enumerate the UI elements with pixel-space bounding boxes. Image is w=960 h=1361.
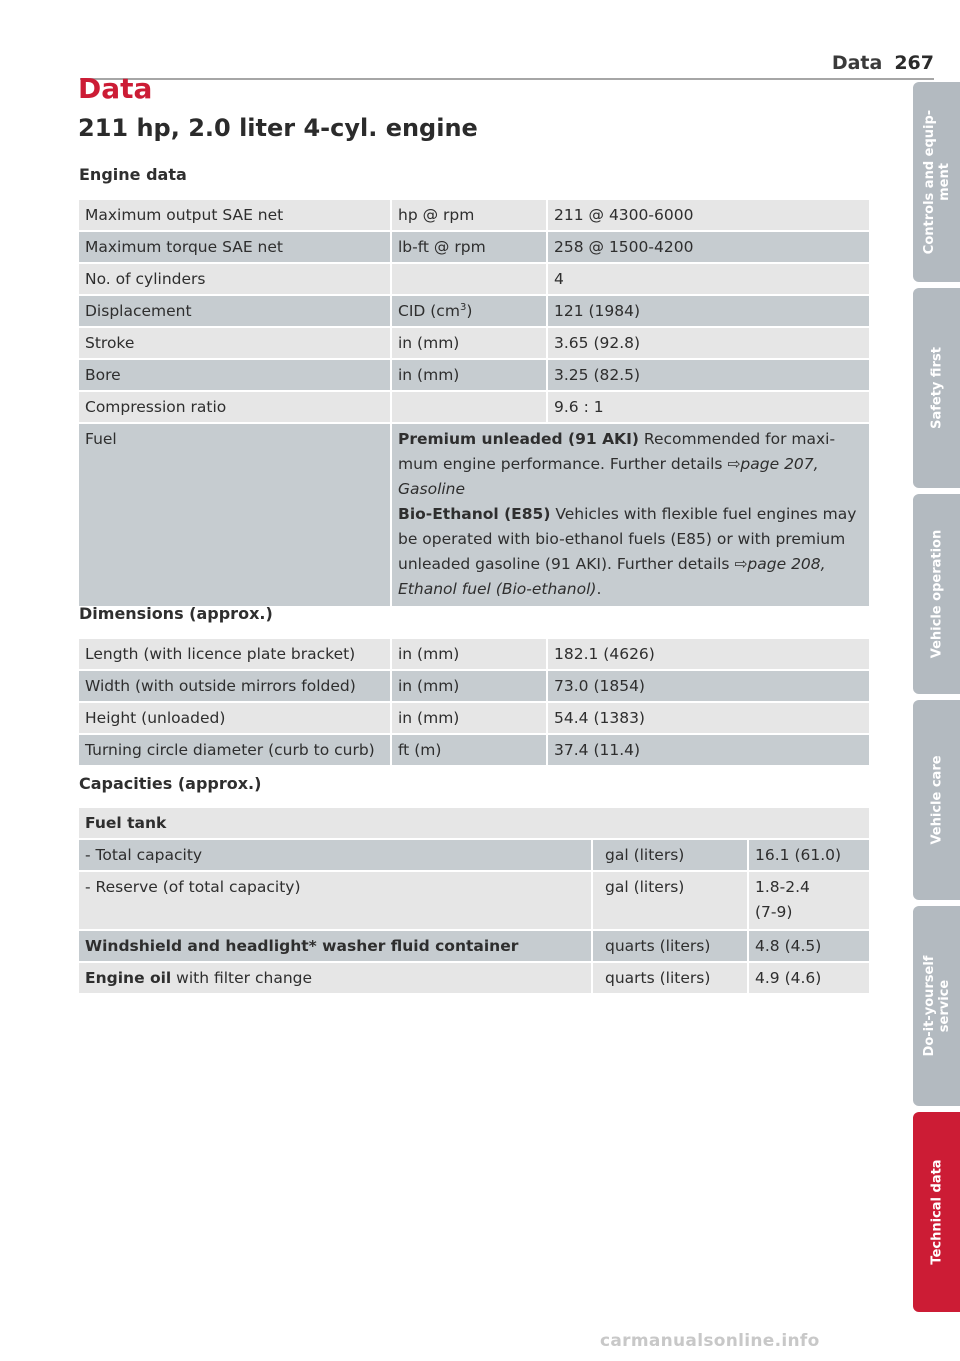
fuel-ethanol-text: Vehicles with flexible fuel engines may be operated with bio-ethanol fuels (E85) or with premium unleaded gasoline (91 AKI). Further details xyxy=(398,505,857,573)
tab-label: Vehicle care xyxy=(929,755,944,845)
row-unit: ft (m) xyxy=(391,734,547,766)
row-value: 9.6 : 1 xyxy=(547,391,869,423)
table-row xyxy=(79,670,869,702)
fuel-premium-ref-link[interactable]: ⇨page 207, Gasoline xyxy=(398,455,819,498)
fuel-label: Fuel xyxy=(79,423,391,607)
capacities-table xyxy=(79,808,869,995)
table-row xyxy=(79,734,869,766)
row-unit: quarts (liters) xyxy=(592,930,748,962)
engine-data-heading: Engine data xyxy=(79,165,187,184)
row-unit: in (mm) xyxy=(391,670,547,702)
table-row xyxy=(79,295,869,327)
unit-text: CID (cm xyxy=(398,302,460,320)
row-label: Bore xyxy=(79,359,391,391)
washer-fluid-label: Windshield and headlight* washer fluid container xyxy=(85,937,519,955)
table-row xyxy=(79,327,869,359)
row-value: 211 @ 4300-6000 xyxy=(547,200,869,231)
row-label: Compression ratio xyxy=(79,391,391,423)
row-label: - Reserve (of total capacity) xyxy=(79,871,592,930)
table-row xyxy=(79,639,869,670)
row-unit: lb-ft @ rpm xyxy=(391,231,547,263)
fuel-ethanol-title: Bio-Ethanol (E85) xyxy=(398,505,551,523)
row-unit: in (mm) xyxy=(391,327,547,359)
reserve-value-line: (7-9) xyxy=(755,903,793,921)
table-row xyxy=(79,702,869,734)
fuel-ethanol-ref-link[interactable]: ⇨page 208, Ethanol fuel (Bio-ethanol) xyxy=(398,555,826,598)
tab-do-it-yourself-service[interactable] xyxy=(913,906,960,1106)
header-section-name: Data xyxy=(831,52,883,74)
row-value: 3.65 (92.8) xyxy=(547,327,869,359)
engine-oil-label: Engine oil xyxy=(85,969,172,987)
tab-label: Safety first xyxy=(929,347,944,429)
tab-controls-and-equipment[interactable] xyxy=(913,82,960,282)
page-header xyxy=(80,52,934,80)
row-value: 4 xyxy=(547,263,869,295)
tab-label: Technical data xyxy=(929,1159,944,1265)
table-row xyxy=(79,930,869,962)
reserve-value-line: 1.8-2.4 xyxy=(755,878,810,896)
row-value: 73.0 (1854) xyxy=(547,670,869,702)
fuel-tank-heading: Fuel tank xyxy=(85,814,167,832)
row-label: Maximum output SAE net xyxy=(79,200,391,231)
fuel-premium-text: Recommended for maximum engine performance. Further details xyxy=(398,430,836,473)
table-row xyxy=(79,231,869,263)
row-unit: in (mm) xyxy=(391,639,547,670)
unit-close: ) xyxy=(466,302,473,320)
row-unit: gal (liters) xyxy=(592,871,748,930)
engine-oil-text: with filter change xyxy=(171,969,313,987)
row-label: No. of cylinders xyxy=(79,263,391,295)
fuel-premium-paragraph xyxy=(398,427,863,502)
row-value: 3.25 (82.5) xyxy=(547,359,869,391)
table-row xyxy=(79,808,869,839)
row-value: 54.4 (1383) xyxy=(547,702,869,734)
row-value xyxy=(748,871,869,930)
row-label: Turning circle diameter (curb to curb) xyxy=(79,734,391,766)
row-unit: quarts (liters) xyxy=(592,962,748,994)
table-row xyxy=(79,871,869,930)
fuel-ethanol-end: . xyxy=(596,580,602,598)
row-label: Displacement xyxy=(79,295,391,327)
table-row xyxy=(79,391,869,423)
fuel-ethanol-paragraph xyxy=(398,502,863,602)
table-row xyxy=(79,839,869,871)
row-unit xyxy=(391,391,547,423)
tab-label: Do-it-yourself xyxy=(921,955,937,1057)
row-value: 182.1 (4626) xyxy=(547,639,869,670)
tab-label: Vehicle operation xyxy=(929,529,944,659)
table-row xyxy=(79,962,869,994)
table-row xyxy=(79,359,869,391)
dimensions-table xyxy=(79,639,869,767)
tab-technical-data[interactable] xyxy=(913,1112,960,1312)
engine-data-table xyxy=(79,200,869,608)
tab-label: service xyxy=(936,979,952,1033)
tab-vehicle-care[interactable] xyxy=(913,700,960,900)
row-value: 258 @ 1500-4200 xyxy=(547,231,869,263)
dimensions-heading: Dimensions (approx.) xyxy=(79,604,273,623)
row-unit xyxy=(391,295,547,327)
table-row xyxy=(79,263,869,295)
row-unit xyxy=(391,263,547,295)
row-label: Stroke xyxy=(79,327,391,359)
row-value: 37.4 (11.4) xyxy=(547,734,869,766)
row-unit: in (mm) xyxy=(391,359,547,391)
unit-superscript: 3 xyxy=(459,301,467,313)
row-label: - Total capacity xyxy=(79,839,592,871)
tab-safety-first[interactable] xyxy=(913,288,960,488)
fuel-description xyxy=(391,423,869,607)
row-unit: hp @ rpm xyxy=(391,200,547,231)
page-title: Data xyxy=(78,72,153,105)
table-row xyxy=(79,200,869,231)
row-value: 121 (1984) xyxy=(547,295,869,327)
row-label: Length (with licence plate bracket) xyxy=(79,639,391,670)
row-label: Maximum torque SAE net xyxy=(79,231,391,263)
row-unit: in (mm) xyxy=(391,702,547,734)
engine-subtitle: 211 hp, 2.0 liter 4-cyl. engine xyxy=(78,114,478,142)
row-value: 4.8 (4.5) xyxy=(748,930,869,962)
row-value: 4.9 (4.6) xyxy=(748,962,869,994)
tab-vehicle-operation[interactable] xyxy=(913,494,960,694)
fuel-row xyxy=(79,423,869,607)
footer-watermark: carmanualsonline.info xyxy=(600,1331,820,1351)
row-label: Height (unloaded) xyxy=(79,702,391,734)
capacities-heading: Capacities (approx.) xyxy=(79,774,262,793)
page-number: 267 xyxy=(894,52,934,74)
row-value: 16.1 (61.0) xyxy=(748,839,869,871)
row-label: Width (with outside mirrors folded) xyxy=(79,670,391,702)
tab-label: Controls and equip- xyxy=(921,109,937,255)
tab-label: ment xyxy=(936,163,952,201)
row-unit: gal (liters) xyxy=(592,839,748,871)
fuel-premium-title: Premium unleaded (91 AKI) xyxy=(398,430,639,448)
